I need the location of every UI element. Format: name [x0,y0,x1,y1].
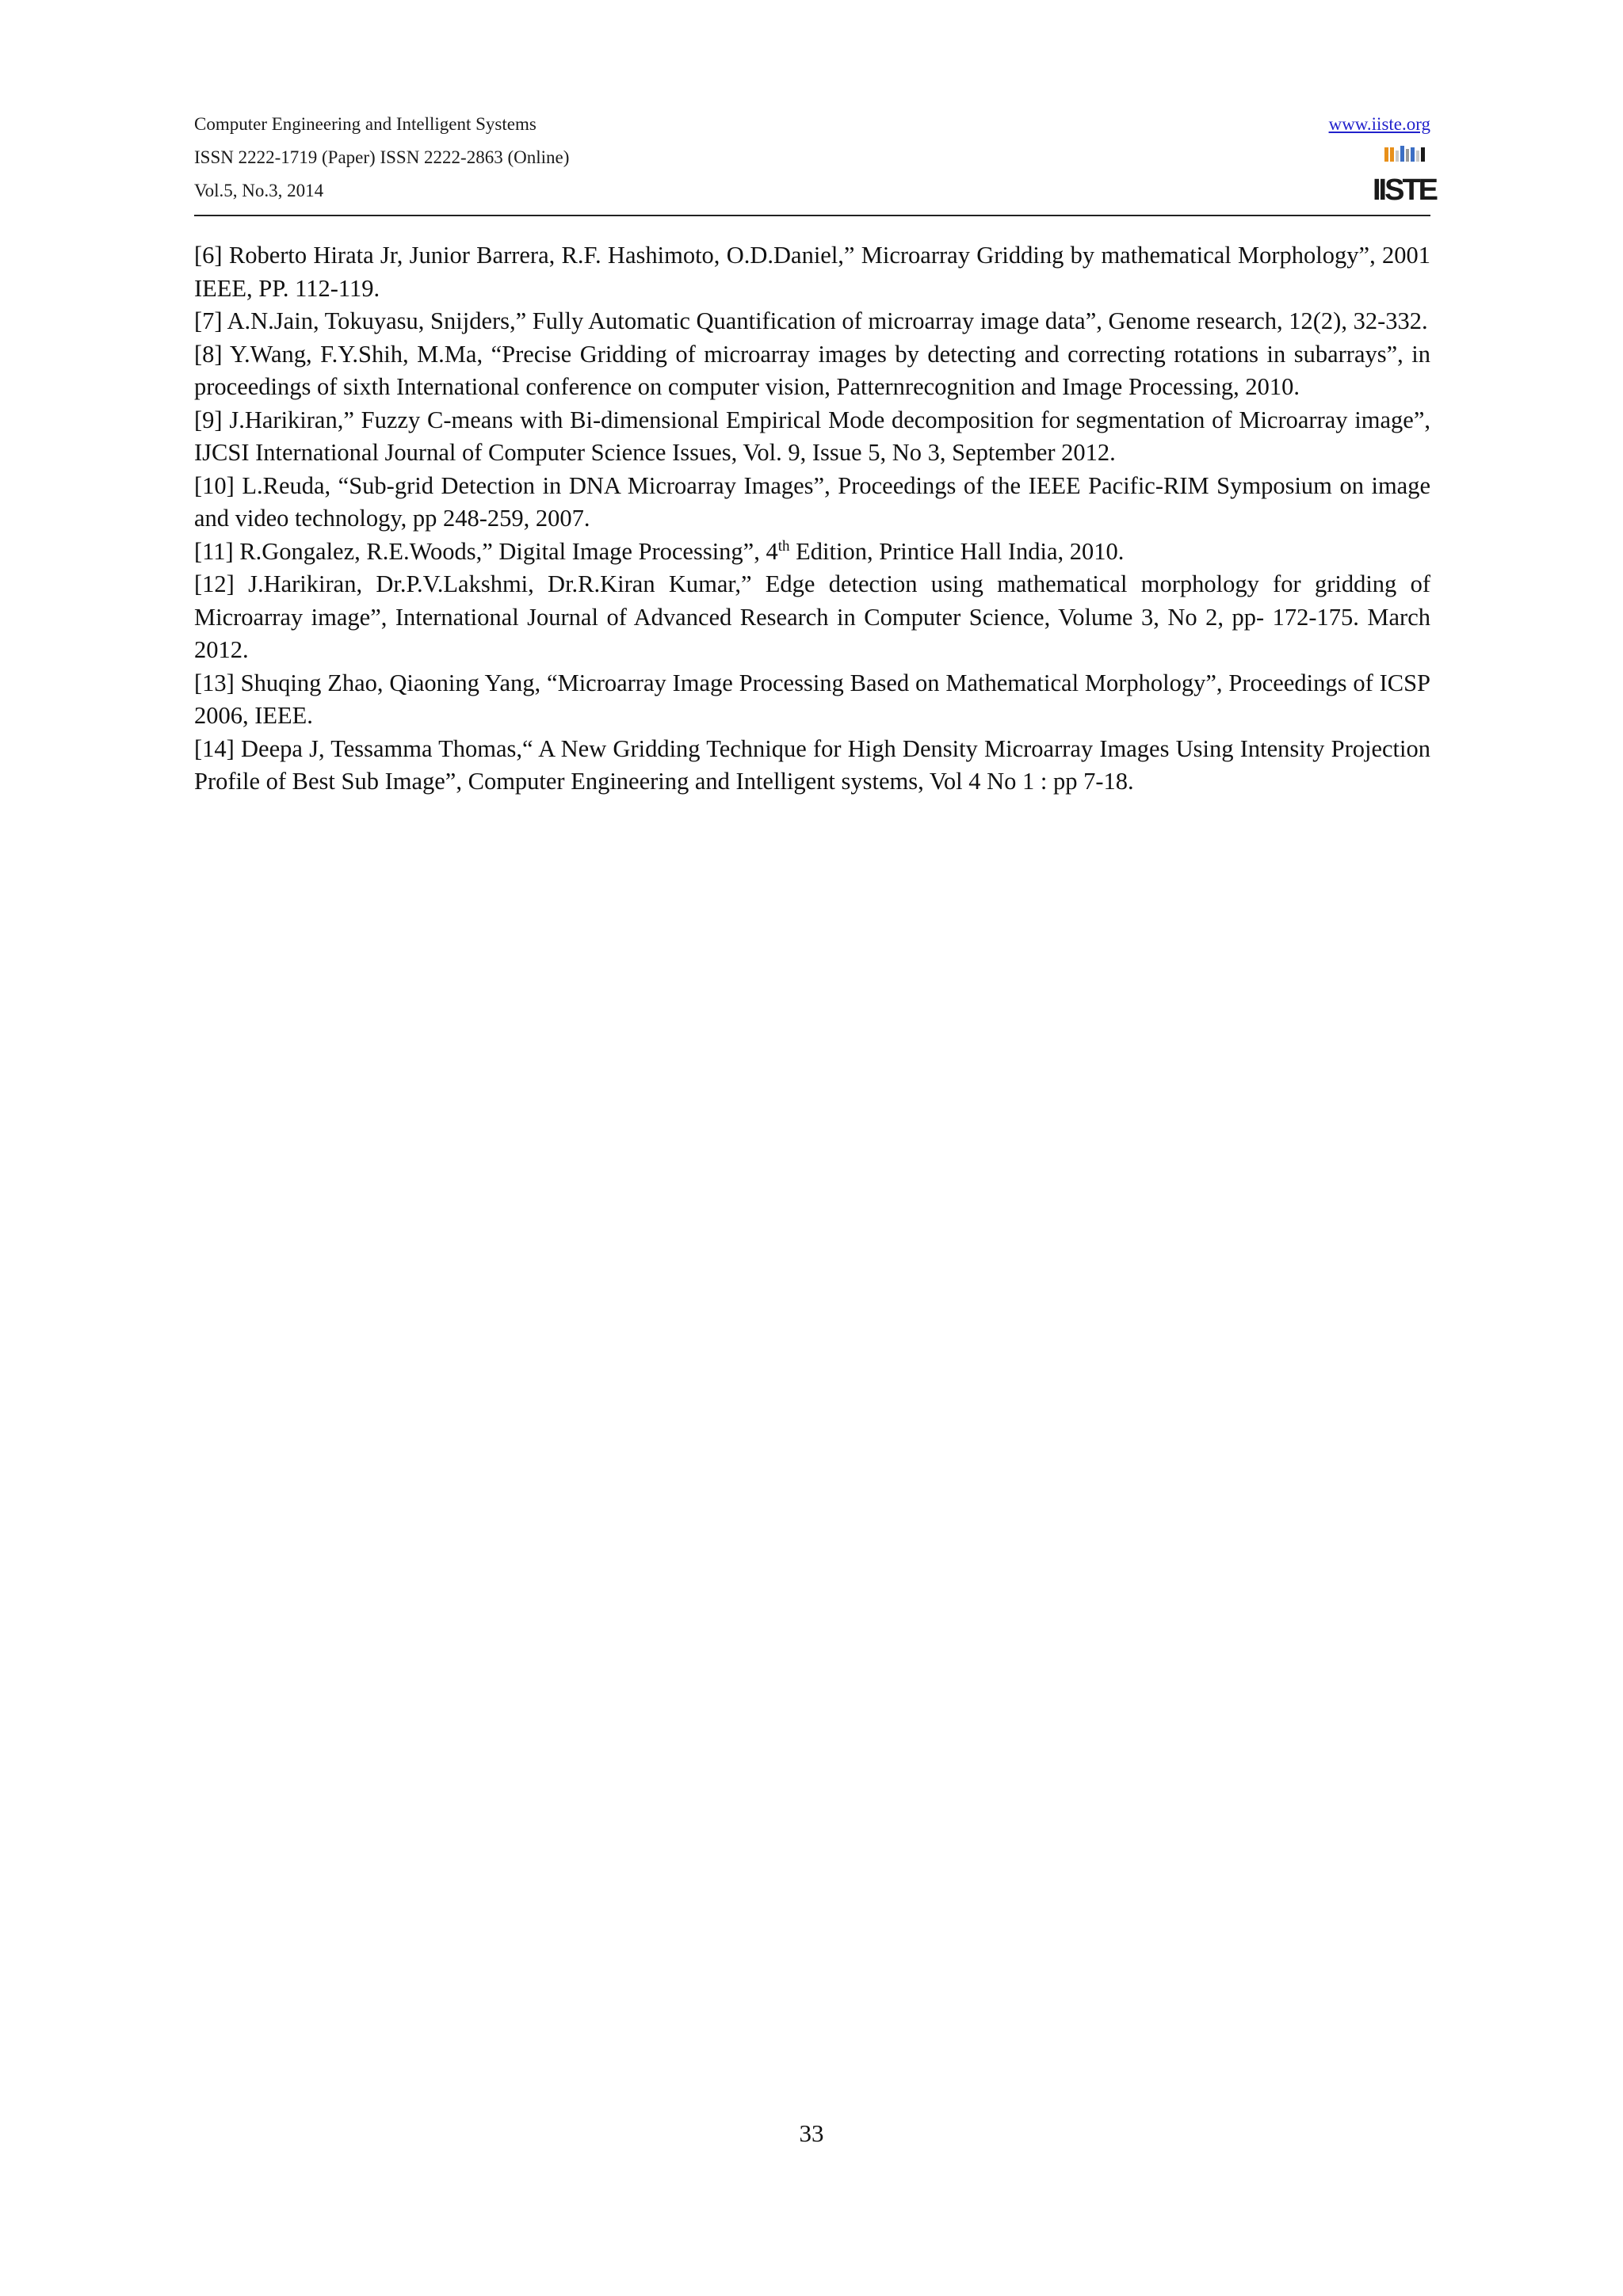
reference-9: [9] J.Harikiran,” Fuzzy C-means with Bi-dimensional Empirical Mode decomposition for segmentation of Microarray image”, IJCSI International Journal of Computer Science Issues, Vol. 9, Issue 5, No 3, September 2012. [194,406,1430,466]
reference-11 [194,536,1430,569]
reference-10: [10] L.Reuda, “Sub-grid Detection in DNA Microarray Images”, Proceedings of the IEEE Pacific-RIM Symposium on image and video technology, pp 248-259, 2007. [194,471,1430,532]
reference-7: [7] A.N.Jain, Tokuyasu, Snijders,” Fully Automatic Quantification of microarray image data”, Genome research, 12(2), 32-332. [194,307,1428,334]
reference-14: [14] Deepa J, Tessamma Thomas,“ A New Gridding Technique for High Density Microarray Images Using Intensity Projection Profile of Best Sub Image”, Computer Engineering and Intelligent systems, Vol 4 No 1 : pp 7-18. [194,734,1430,795]
reference-11-superscript: th [777,537,790,555]
volume-line: Vol.5, No.3, 2014 [194,181,324,200]
website-link[interactable]: www.iiste.org [1328,114,1430,134]
journal-title: Computer Engineering and Intelligent Systems [194,114,537,134]
reference-8: [8] Y.Wang, F.Y.Shih, M.Ma, “Precise Gridding of microarray images by detecting and correcting rotations in subarrays”, in proceedings of sixth International conference on computer vision, Patternrecognition and Image Processing, 2010. [194,340,1430,400]
references-list [194,239,1430,799]
reference-11-rest: Edition, Printice Hall India, 2010. [789,537,1125,565]
page-header [194,109,1437,216]
reference-11-main: [11] R.Gongalez, R.E.Woods,” Digital Image Processing”, 4 [194,537,778,565]
iiste-logo [1372,144,1437,207]
page-number: 33 [799,2119,824,2147]
reference-6: [6] Roberto Hirata Jr, Junior Barrera, R.F. Hashimoto, O.D.Daniel,” Microarray Gridding by mathematical Morphology”, 2001 IEEE, PP. 112-119. [194,242,1430,302]
reference-13: [13] Shuqing Zhao, Qiaoning Yang, “Microarray Image Processing Based on Mathematical Morphology”, Proceedings of ICSP 2006, IEEE. [194,669,1430,729]
svg-text:IISTE: IISTE [1372,174,1437,207]
issn-line: ISSN 2222-1719 (Paper) ISSN 2222-2863 (Online) [194,147,570,167]
reference-12: [12] J.Harikiran, Dr.P.V.Lakshmi, Dr.R.Kiran Kumar,” Edge detection using mathematical morphology for gridding of Microarray image”, International Journal of Advanced Research in Computer Science, Volume 3, No 2, pp- 172-175. March 2012. [194,570,1430,663]
